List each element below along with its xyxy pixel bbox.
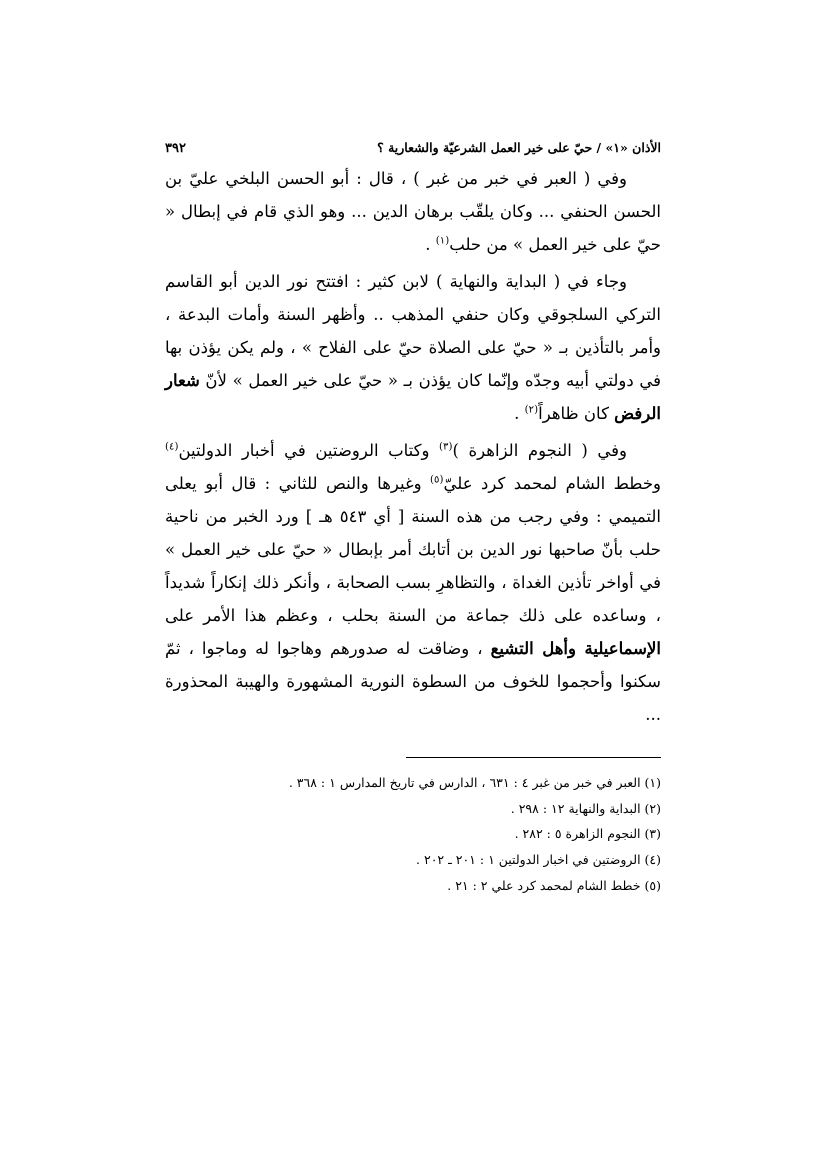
page-number: ٣٩٢	[165, 141, 186, 156]
footnote-5: (٥) خطط الشام لمحمد كرد علي ٢ : ٢١ .	[447, 877, 661, 893]
running-title: الأذان «١» / حيّ على خير العمل الشرعيّة والشعارية ؟	[377, 140, 661, 155]
footnote-separator	[406, 757, 661, 758]
paragraph-1: وفي ( العبر في خبر من غبر ) ، قال : أبو الحسن البلخي عليّ بن الحسن الحنفي ... وكان يلقّب برهان الدين ... وهو الذي قام في إبطال « حيّ على خير العمل » من حلب$^{(١)}$ .	[165, 169, 661, 254]
body-text	[165, 162, 661, 731]
page-header	[165, 140, 661, 156]
paragraph-3: وفي ( النجوم الزاهرة )$^{(٣)}$ وكتاب الروضتين في أخبار الدولتين$^{(٤)}$ وخطط الشام لمحمد كرد عليّ$^{(٥)}$ وغيرها والنص للثاني : قال أبو يعلى التميمي : وفي رجب من هذه السنة [ أي ٥٤٣ هـ ] ورد الخبر من ناحية حلب بأنّ صاحبها نور الدين بن أتابك أمر بإبطال « حيّ على خير العمل » في أواخر تأذين الغداة ، والتظاهرِ بسب الصحابة ، وأنكر ذلك إنكاراً شديداً ، وساعده على ذلك جماعة من السنة بحلب ، وعظم هذا الأمر على الإسماعيلية وأهل التشيع ، وضاقت له صدورهم وهاجوا له وماجوا ، ثمّ سكنوا وأحجموا للخوف من السطوة النورية المشهورة والهيبة المحذورة ...	[165, 441, 662, 724]
footnote-4: (٤) الروضتين في اخبار الدولتين ١ : ٢٠١ ـ ٢٠٢ .	[416, 851, 661, 867]
footnote-3: (٣) النجوم الزاهرة ٥ : ٢٨٢ .	[514, 826, 661, 842]
footnotes-block	[165, 770, 661, 898]
paragraph-2: وجاء في ( البداية والنهاية ) لابن كثير : افتتح نور الدين أبو القاسم التركي السلجوقي وكان حنفي المذهب .. وأظهر السنة وأمات البدعة ، وأمر بالتأذين بـ « حيّ على الصلاة حيّ على الفلاح » ، ولم يكن يؤذن بها في دولتي أبيه وجدّه وإنّما كان يؤذن بـ « حيّ على خير العمل » لأنّ شعار الرفض كان ظاهراً$^{(٢)}$ .	[165, 272, 661, 423]
footnote-2: (٢) البداية والنهاية ١٢ : ٢٩٨ .	[510, 800, 661, 816]
footnote-1: (١) العبر في خبر من غبر ٤ : ٦٣١ ، الدارس في تاريخ المدارس ١ : ٣٦٨ .	[288, 775, 661, 790]
